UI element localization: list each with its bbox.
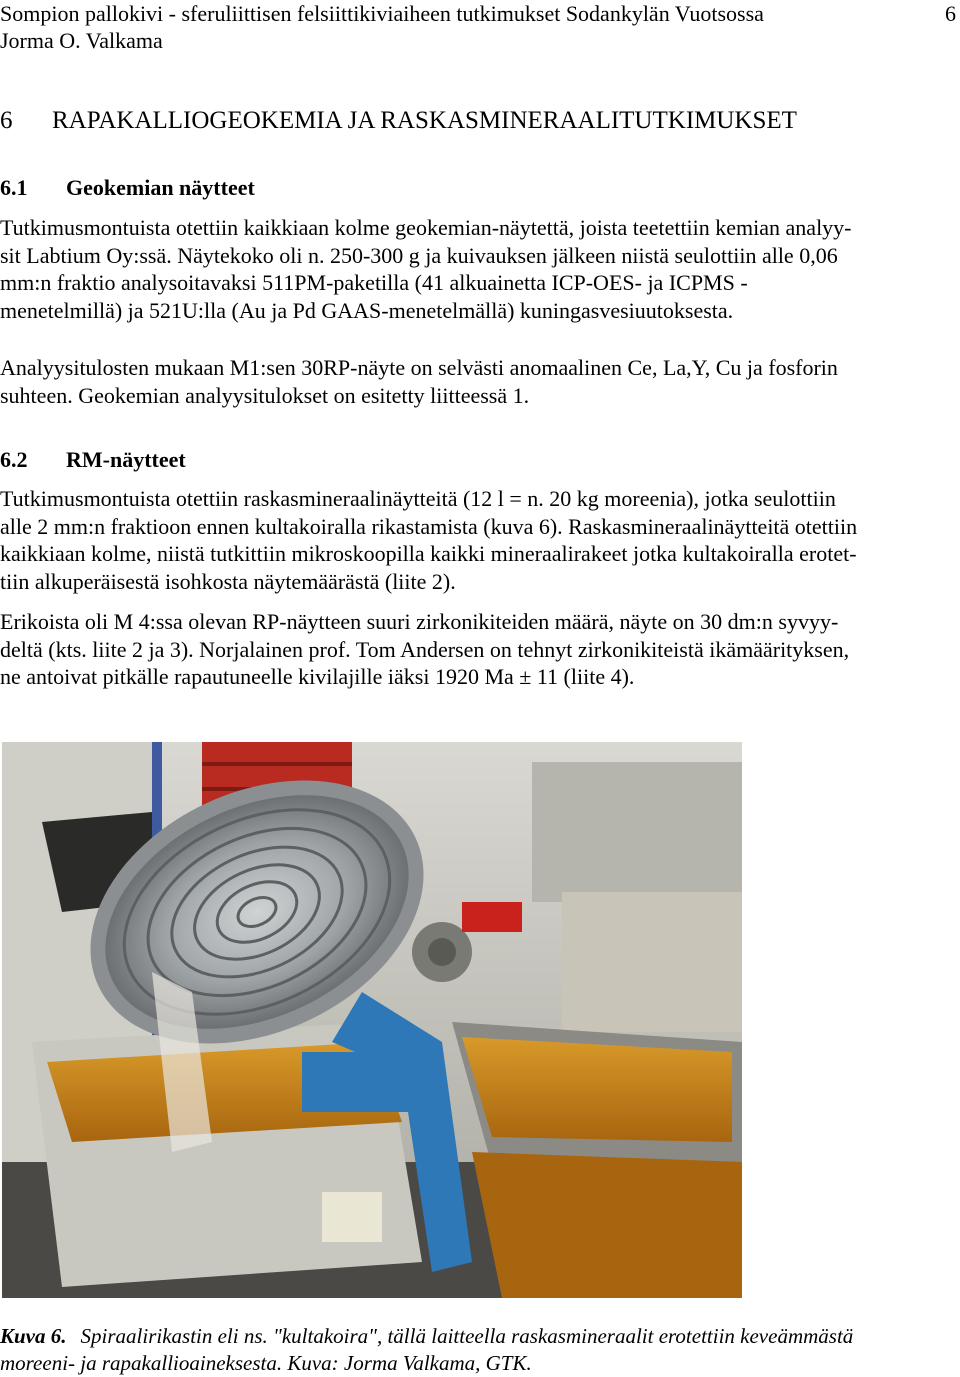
caption-line-1 xyxy=(0,1323,960,1350)
header-author: Jorma O. Valkama xyxy=(0,28,163,53)
caption-text-2: moreeni- ja rapakallioaineksesta. Kuva: Jorma Valkama, GTK. xyxy=(0,1351,532,1375)
running-header xyxy=(0,0,960,54)
caption-text-1: Spiraalirikastin eli ns. "kultakoira", tällä laitteella raskasmineraalit erotettiin keveämmästä xyxy=(80,1324,854,1348)
header-title: Sompion pallokivi - sferuliittisen felsiittikiviaiheen tutkimukset Sodankylän Vuotsossa xyxy=(0,1,764,26)
text-line: deltä (kts. liite 2 ja 3). Norjalainen prof. Tom Andersen on tehnyt zirkonikiteistä ikämäärityksen, xyxy=(0,636,850,662)
paragraph-geochem-results xyxy=(0,354,960,409)
text-line: alle 2 mm:n fraktioon ennen kultakoiralla rikastamista (kuva 6). Raskasmineraalinäytteitä otettiin xyxy=(0,513,858,539)
text-line: kaikkiaan kolme, niistä tutkittiin mikroskoopilla kaikki mineraalirakeet jotka kultakoiralla erotet- xyxy=(0,541,857,567)
text-line: Tutkimusmontuista otettiin kaikkiaan kolme geokemian-näytettä, joista teetettiin kemian analyy- xyxy=(0,215,852,240)
text-line: Tutkimusmontuista otettiin raskasmineraalinäytteitä (12 l = n. 20 kg moreenia), jotka seulottiin xyxy=(0,486,836,511)
text-line: Erikoista oli M 4:ssa olevan RP-näytteen suuri zirkonikiteiden määrä, näyte on 30 dm:n syvyy- xyxy=(0,609,839,634)
figure-label: Kuva 6. xyxy=(0,1324,67,1348)
subsection-number: 6.2 xyxy=(0,447,28,472)
paragraph-rm-samples xyxy=(0,485,960,595)
subsection-title: Geokemian näytteet xyxy=(66,175,255,200)
subsection-heading-6-1 xyxy=(0,174,255,201)
text-line: mm:n fraktio analysoitavaksi 511PM-paketilla (41 alkuainetta ICP-OES- ja ICPMS - xyxy=(0,270,748,296)
text-line: menetelmillä) ja 521U:lla (Au ja Pd GAAS-menetelmällä) kuningasvesiuutoksesta. xyxy=(0,297,734,323)
text-line: suhteen. Geokemian analyysitulokset on esitetty liitteessä 1. xyxy=(0,382,530,408)
section-title: RAPAKALLIOGEOKEMIA JA RASKASMINERAALITUTKIMUKSET xyxy=(52,107,797,134)
text-line: ne antoivat pitkälle rapautuneelle kivilajille iäksi 1920 Ma ± 11 (liite 4). xyxy=(0,664,635,690)
section-heading xyxy=(0,106,797,136)
section-number: 6 xyxy=(0,107,13,134)
text-line: tiin alkuperäisestä isohkosta näytemäärästä (liite 2). xyxy=(0,568,456,594)
subsection-heading-6-2 xyxy=(0,446,186,473)
spiral-concentrator-photo xyxy=(2,742,742,1298)
photo-illustration xyxy=(2,742,742,1298)
paragraph-zircon xyxy=(0,608,960,691)
text-line: sit Labtium Oy:ssä. Näytekoko oli n. 250-300 g ja kuivauksen jälkeen niistä seulottiin alle 0,06 xyxy=(0,242,838,268)
subsection-title: RM-näytteet xyxy=(66,447,186,472)
paragraph-geochem-samples xyxy=(0,214,960,324)
text-line: Analyysitulosten mukaan M1:sen 30RP-näyte on selvästi anomaalinen Ce, La,Y, Cu ja fosforin xyxy=(0,355,838,380)
page-number: 6 xyxy=(945,1,956,26)
subsection-number: 6.1 xyxy=(0,175,28,200)
figure-caption xyxy=(0,1323,960,1377)
